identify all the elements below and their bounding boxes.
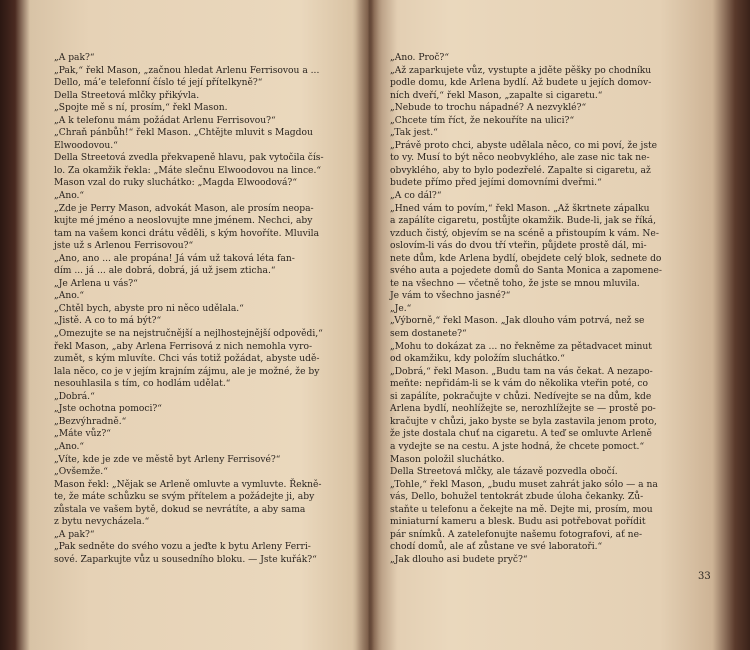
- text-line: od okamžiku, kdy položím sluchátko.“: [390, 354, 565, 365]
- right-page-text: [390, 52, 710, 566]
- text-line: budete přímo před jejími domovními dveřmi.“: [390, 178, 602, 189]
- text-line: „Tohle,“ řekl Mason, „budu muset zahrát jako sólo — a na: [390, 479, 658, 490]
- text-line: tam na vašem konci drátu věděli, s kým hovoříte. Mluvila: [54, 228, 320, 239]
- text-line: lala něco, co je v jejím krajním zájmu, ale je možné, že by: [54, 366, 320, 377]
- text-line: zůstala ve vašem bytě, dokud se nevrátíte, a aby samа: [54, 504, 306, 515]
- text-line: svého auta a pojedete domů do Santa Monica a zapomene-: [390, 266, 662, 277]
- text-line: „Jste ochotna pomoci?“: [54, 404, 162, 415]
- text-line: nete dům, kde Arlena bydlí, obejdete celý blok, sednete do: [390, 253, 662, 264]
- text-line: „Ano. Proč?“: [390, 53, 449, 63]
- text-line: „A k telefonu mám požádat Arlenu Ferrisovou?“: [54, 115, 276, 126]
- text-line: „Bezvýhradně.“: [54, 416, 127, 427]
- text-line: Elwoodovou.“: [54, 140, 118, 151]
- text-line: oslovím-li vás do dvou tří vteřin, půjdete prostě dál, mi-: [390, 241, 647, 252]
- text-line: „Chcete tím říct, že nekouříte na ulici?“: [390, 115, 575, 126]
- text-line: „Jistě. A co to má být?“: [54, 316, 162, 327]
- text-line: „Dobrá.“: [54, 391, 95, 402]
- text-line: meňte: nepřidám-li se k vám do několika vteřin poté, co: [390, 379, 649, 390]
- text-line: „Ovšemže.“: [54, 467, 108, 478]
- text-line: „Je.“: [390, 303, 412, 314]
- text-line: „Je Arlena u vás?“: [54, 278, 138, 289]
- text-line: Della Streetová zvedla překvapeně hlavu, pak vytočila čís-: [54, 153, 324, 164]
- text-line: z bytu nevycházela.“: [54, 517, 150, 528]
- text-line: řekl Mason, „aby Arlena Ferrisová z nich nemohla vyro-: [54, 341, 313, 352]
- text-line: „A pak?“: [54, 529, 95, 540]
- text-line: vás, Dello, bohužel tentokrát zbude úloha čekanky. Zů-: [390, 492, 644, 503]
- left-page: [8, 0, 366, 650]
- text-line: pár snímků. A zatelefonujte našemu fotografovi, ať ne-: [390, 529, 643, 540]
- text-line: „Výborně,“ řekl Mason. „Jak dlouho vám potrvá, než se: [390, 316, 645, 327]
- text-line: „Ano.“: [54, 191, 85, 202]
- text-line: staňte u telefonu a čekejte na mě. Dejte mi, prosím, mou: [390, 504, 653, 515]
- text-line: „Právě proto chci, abyste udělala něco, co mi poví, že jste: [390, 140, 658, 151]
- text-line: Mason řekl: „Nějak se Arleně omluvte a vymluvte. Řekně-: [54, 479, 322, 490]
- text-line: „Až zaparkujete vůz, vystupte a jděte pěšky po chodníku: [390, 65, 652, 76]
- text-line: a zapálíte cigaretu, postůjte okamžik. Bude-li, jak se říká,: [390, 216, 657, 227]
- text-line: „Hned vám to povím,“ řekl Mason. „Až škrtnete zápalku: [390, 203, 650, 214]
- text-line: Della Streetová mlčky přikývla.: [54, 90, 200, 101]
- text-line: nesouhlasila s tím, co hodlám udělat.“: [54, 379, 231, 390]
- text-line: „Ano, ano ... ale propána! Já vám už taková léta fan-: [54, 253, 295, 264]
- text-line: ních dveří,“ řekl Mason, „zapalte si cigaretu.“: [390, 90, 603, 101]
- text-line: „A co dál?“: [390, 191, 442, 202]
- text-line: „Omezujte se na nejstručnější a nejlhostejnější odpovědi,“: [54, 329, 323, 340]
- text-line: „Pak,“ řekl Mason, „začnou hledat Arlenu Ferrisovou a ...: [54, 65, 320, 76]
- text-line: lo. Za okamžik řekla: „Máte slečnu Elwoodovou na lince.“: [54, 165, 322, 176]
- text-line: „Zde je Perry Mason, advokát Mason, ale prosím neopa-: [54, 203, 314, 214]
- text-line: sem dostanete?“: [390, 329, 467, 340]
- text-line: že jste dostala chuť na cigaretu. A teď se omluvte Arleně: [390, 429, 652, 440]
- text-line: „Chraň pánbůh!“ řekl Mason. „Chtějte mluvit s Magdou: [54, 128, 313, 139]
- text-line: chodí domů, ale ať zůstane ve své laboratoři.“: [390, 542, 603, 553]
- text-line: Arlena bydlí, neohlížejte se, nerozhlížejte se — prostě po-: [390, 404, 656, 415]
- text-line: „Ano.“: [54, 441, 85, 452]
- text-line: kujte mé jméno a neoslovujte mne jménem. Nechci, aby: [54, 216, 313, 227]
- text-line: te na všechno — včetně toho, že jste se mnou mluvila.: [390, 278, 640, 289]
- page-number: 33: [698, 571, 711, 582]
- text-line: „Pak sedněte do svého vozu a jeďte k bytu Arleny Ferri-: [54, 542, 311, 553]
- text-line: Dello, má’e telefonní číslo té její přítelkyně?“: [54, 78, 263, 89]
- right-page: [370, 0, 742, 650]
- text-line: sové. Zaparkujte vůz u sousedního bloku. — Jste kuřák?“: [54, 554, 317, 565]
- text-line: te, že máte schůzku se svým přítelem a požádejte ji, aby: [54, 492, 315, 503]
- text-line: „Mohu to dokázat za ... no řekněme za pětadvacet minut: [390, 341, 652, 352]
- text-line: „Jak dlouho asi budete pryč?“: [390, 554, 528, 565]
- text-line: „A pak?“: [54, 53, 95, 63]
- text-line: „Máte vůz?“: [54, 429, 111, 440]
- text-line: obvyklého, aby to bylo podezřelé. Zapalte si cigaretu, až: [390, 165, 651, 176]
- text-line: „Chtěl bych, abyste pro ni něco udělala.“: [54, 303, 244, 314]
- text-line: si zapálíte, pokračujte v chůzi. Nedívejte se na dům, kde: [390, 391, 652, 402]
- text-line: to vy. Musí to být něco neobvyklého, ale zase nic tak ne-: [390, 153, 650, 164]
- text-line: „Nebude to trochu nápadné? A nezvyklé?“: [390, 103, 587, 114]
- text-line: jste už s Arlenou Ferrisovou?“: [54, 241, 194, 252]
- text-line: miniaturní kameru a blesk. Budu asi potřebovat pořídit: [390, 517, 646, 528]
- text-line: vzduch čistý, objevím se na scéně a přistoupím k vám. Ne-: [390, 228, 659, 239]
- text-line: podle domu, kde Arlena bydlí. Až budete u jejích domov-: [390, 78, 652, 89]
- text-line: „Víte, kde je zde ve městě byt Arleny Ferrisové?“: [54, 454, 281, 465]
- text-line: Mason vzal do ruky sluchátko: „Magda Elwoodová?“: [54, 178, 297, 189]
- text-line: Mason položil sluchátko.: [390, 454, 505, 465]
- text-line: a vydejte se na cestu. A jste hodná, že chcete pomoct.“: [390, 441, 645, 452]
- text-line: „Dobrá,“ řekl Mason. „Budu tam na vás čekat. A nezapo-: [390, 366, 653, 377]
- text-line: kračujte v chůzi, jako byste se byla zastavila jenom proto,: [390, 416, 657, 427]
- text-line: „Ano.“: [54, 291, 85, 302]
- text-line: Della Streetová mlčky, ale tázavě pozvedla obočí.: [390, 467, 618, 478]
- text-line: „Spojte mě s ní, prosím,“ řekl Mason.: [54, 103, 228, 114]
- left-page-text: [54, 52, 358, 566]
- text-line: zumět, s kým mluvíte. Chci vás totiž požádat, abyste udě-: [54, 354, 320, 365]
- text-line: dím ... já ... ale dobrá, dobrá, já už jsem zticha.“: [54, 266, 276, 277]
- text-line: Je vám to všechno jasné?“: [390, 291, 511, 302]
- text-line: „Tak jest.“: [390, 128, 438, 139]
